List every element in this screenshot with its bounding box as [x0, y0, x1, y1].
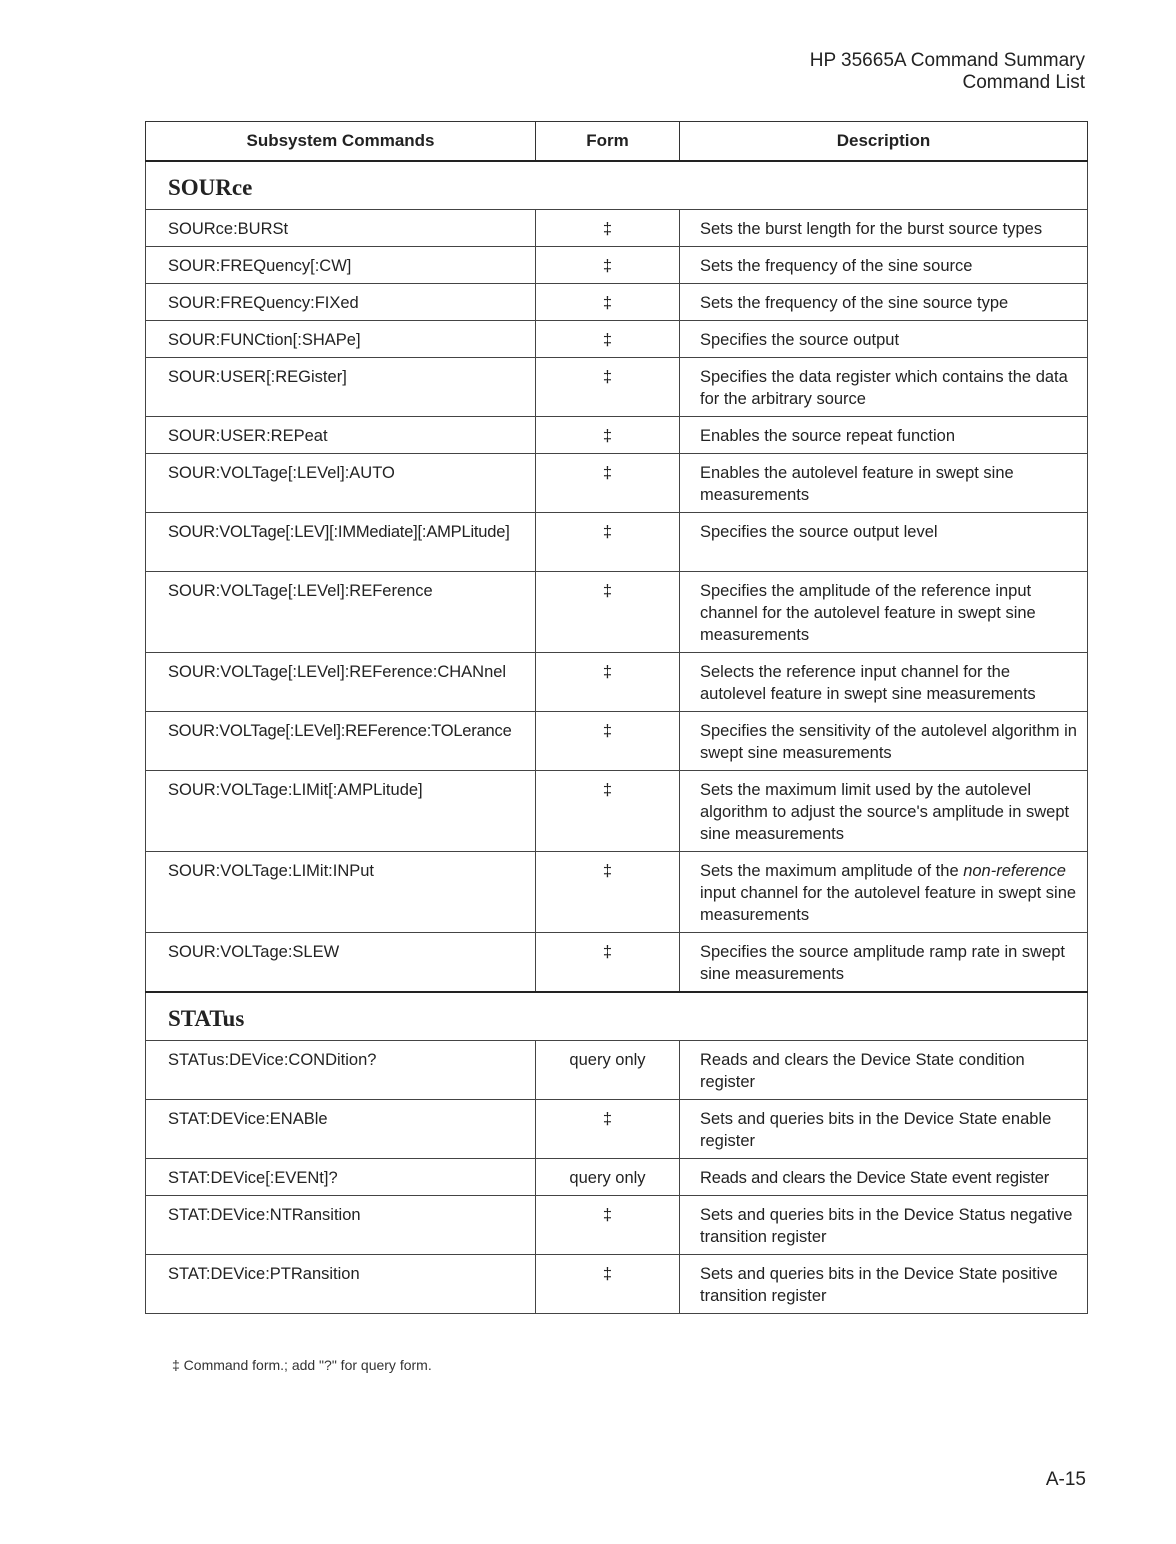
- header-title: HP 35665A Command Summary: [809, 50, 1085, 71]
- command-cell: SOUR:VOLTage[:LEVel]:REFerence:CHANnel: [146, 653, 536, 712]
- form-cell: ‡: [536, 210, 680, 247]
- description-cell: Sets the burst length for the burst source types: [680, 210, 1088, 247]
- form-cell: ‡: [536, 712, 680, 771]
- form-cell: ‡: [536, 771, 680, 852]
- section-title: STATus: [146, 992, 1088, 1041]
- description-cell: Specifies the data register which contains the data for the arbitrary source: [680, 358, 1088, 417]
- table-row: [146, 417, 1088, 454]
- table-row: [146, 210, 1088, 247]
- command-cell: SOUR:VOLTage[:LEVel]:REFerence:TOLerance: [146, 712, 536, 771]
- section-header-source: [146, 161, 1088, 210]
- form-cell: ‡: [536, 417, 680, 454]
- form-cell: ‡: [536, 321, 680, 358]
- description-cell: Specifies the sensitivity of the autolevel algorithm in swept sine measurements: [680, 712, 1088, 771]
- table-row: [146, 513, 1088, 572]
- command-cell: STAT:DEVice:NTRansition: [146, 1196, 536, 1255]
- description-cell: Sets and queries bits in the Device Status negative transition register: [680, 1196, 1088, 1255]
- description-cell: Sets the frequency of the sine source type: [680, 284, 1088, 321]
- table-row: [146, 1041, 1088, 1100]
- page-header: [810, 50, 1085, 94]
- table-row: [146, 712, 1088, 771]
- form-cell: ‡: [536, 454, 680, 513]
- form-cell: ‡: [536, 572, 680, 653]
- description-cell: Sets and queries bits in the Device State positive transition register: [680, 1255, 1088, 1314]
- form-cell: ‡: [536, 1255, 680, 1314]
- command-cell: STAT:DEVice[:EVENt]?: [146, 1159, 536, 1196]
- description-cell: Specifies the source amplitude ramp rate in swept sine measurements: [680, 933, 1088, 993]
- description-cell: Specifies the source output level: [680, 513, 1088, 572]
- command-cell: STAT:DEVice:ENABle: [146, 1100, 536, 1159]
- table-row: [146, 852, 1088, 933]
- table-row: [146, 1159, 1088, 1196]
- table-row: [146, 284, 1088, 321]
- form-cell: ‡: [536, 852, 680, 933]
- command-cell: SOUR:VOLTage[:LEVel]:REFerence: [146, 572, 536, 653]
- description-cell: Reads and clears the Device State event register: [680, 1159, 1088, 1196]
- table-row: [146, 1255, 1088, 1314]
- command-cell: SOUR:USER[:REGister]: [146, 358, 536, 417]
- header-subtitle: Command List: [962, 72, 1085, 93]
- form-cell: ‡: [536, 1196, 680, 1255]
- description-cell: Sets the maximum limit used by the autolevel algorithm to adjust the source's amplitude in swept sine measurements: [680, 771, 1088, 852]
- column-header-commands: Subsystem Commands: [146, 122, 536, 162]
- form-cell: ‡: [536, 513, 680, 572]
- description-cell: Enables the source repeat function: [680, 417, 1088, 454]
- command-cell: STAT:DEVice:PTRansition: [146, 1255, 536, 1314]
- table-row: [146, 933, 1088, 993]
- description-cell: Sets and queries bits in the Device State enable register: [680, 1100, 1088, 1159]
- description-cell: Enables the autolevel feature in swept sine measurements: [680, 454, 1088, 513]
- command-cell: SOUR:FREQuency:FIXed: [146, 284, 536, 321]
- table-row: [146, 1100, 1088, 1159]
- command-cell: SOUR:USER:REPeat: [146, 417, 536, 454]
- table-row: [146, 572, 1088, 653]
- command-cell: SOUR:VOLTage:SLEW: [146, 933, 536, 993]
- form-cell: ‡: [536, 1100, 680, 1159]
- form-cell: ‡: [536, 653, 680, 712]
- table-row: [146, 247, 1088, 284]
- table-row: [146, 321, 1088, 358]
- description-emphasis: non-reference: [963, 862, 1066, 880]
- command-cell: SOUR:FUNCtion[:SHAPe]: [146, 321, 536, 358]
- form-cell: query only: [536, 1159, 680, 1196]
- table-row: [146, 1196, 1088, 1255]
- command-cell: STATus:DEVice:CONDition?: [146, 1041, 536, 1100]
- table-row: [146, 771, 1088, 852]
- section-header-status: [146, 992, 1088, 1041]
- description-cell: Reads and clears the Device State condition register: [680, 1041, 1088, 1100]
- command-cell: SOUR:VOLTage:LIMit[:AMPLitude]: [146, 771, 536, 852]
- command-cell: SOUR:VOLTage[:LEV][:IMMediate][:AMPLitude]: [146, 513, 536, 572]
- form-cell: ‡: [536, 247, 680, 284]
- footnote: ‡ Command form.; add "?" for query form.: [172, 1357, 432, 1373]
- column-header-description: Description: [680, 122, 1088, 162]
- form-cell: ‡: [536, 933, 680, 993]
- form-cell: query only: [536, 1041, 680, 1100]
- table-row: [146, 653, 1088, 712]
- description-cell: [680, 852, 1088, 933]
- description-text: Sets the maximum amplitude of the: [700, 862, 964, 880]
- page-number: A-15: [1045, 1469, 1086, 1490]
- description-cell: Specifies the amplitude of the reference input channel for the autolevel feature in swept sine measurements: [680, 572, 1088, 653]
- description-text: input channel for the autolevel feature in swept sine measurements: [700, 884, 1077, 924]
- table-row: [146, 454, 1088, 513]
- table-row: [146, 358, 1088, 417]
- command-cell: SOUR:FREQuency[:CW]: [146, 247, 536, 284]
- description-cell: Sets the frequency of the sine source: [680, 247, 1088, 284]
- table-header-row: [146, 122, 1088, 162]
- command-cell: SOURce:BURSt: [146, 210, 536, 247]
- command-table: [145, 121, 1088, 1314]
- column-header-form: Form: [536, 122, 680, 162]
- description-cell: Specifies the source output: [680, 321, 1088, 358]
- form-cell: ‡: [536, 284, 680, 321]
- command-cell: SOUR:VOLTage:LIMit:INPut: [146, 852, 536, 933]
- command-cell: SOUR:VOLTage[:LEVel]:AUTO: [146, 454, 536, 513]
- form-cell: ‡: [536, 358, 680, 417]
- section-title: SOURce: [146, 161, 1088, 210]
- description-cell: Selects the reference input channel for the autolevel feature in swept sine measurements: [680, 653, 1088, 712]
